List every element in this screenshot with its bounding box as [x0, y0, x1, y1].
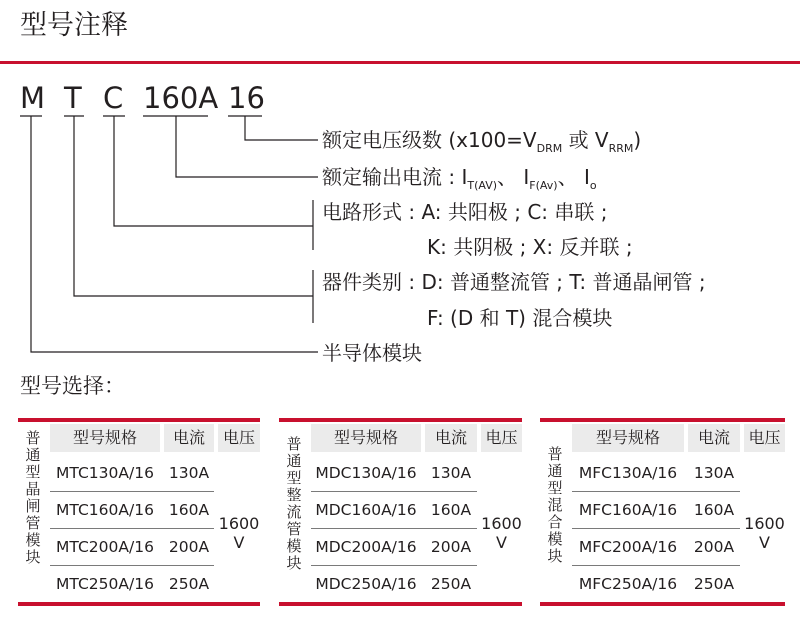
table-row-current: 130A: [168, 464, 210, 482]
annotation-current: 额定输出电流 : $I_{T(AV)}$、 $I_{F(Av)}$、 $I_o$: [322, 165, 597, 192]
code-part-voltage: 16: [228, 81, 265, 115]
table-bottom-bar: [540, 602, 785, 606]
row-separator: [50, 528, 214, 529]
table-row-model: MDC250A/16: [315, 575, 417, 593]
row-separator: [572, 565, 740, 566]
table-row-current: 160A: [430, 501, 472, 519]
voltage-cell: 1600 V: [481, 514, 522, 552]
code-part-current: 160A: [143, 81, 219, 115]
table-bottom-bar: [18, 602, 260, 606]
table-top-bar: [279, 418, 522, 422]
annotation-module: 半导体模块: [322, 341, 422, 365]
row-separator: [311, 528, 477, 529]
table-row-current: 200A: [430, 538, 472, 556]
table-row-current: 250A: [693, 575, 735, 593]
code-part-t: T: [64, 81, 82, 115]
annotation-voltage: 额定电压级数 ($x100=V_{DRM}$ 或 $V_{RRM}$): [322, 128, 642, 155]
row-separator: [572, 491, 740, 492]
header-voltage: 电压: [481, 424, 522, 452]
table-bottom-bar: [279, 602, 522, 606]
header-model: 型号规格: [311, 424, 421, 452]
selection-title: 型号选择：: [20, 374, 125, 398]
header-model: 型号规格: [572, 424, 684, 452]
header-voltage: 电压: [218, 424, 260, 452]
table-row-model: MTC130A/16: [56, 464, 154, 482]
table-row-model: MDC200A/16: [315, 538, 417, 556]
table-row-current: 250A: [168, 575, 210, 593]
annotation-device-line2: F: (D 和 T) 混合模块: [427, 306, 613, 330]
page-title: 型号注释: [20, 10, 128, 41]
table-top-bar: [540, 418, 785, 422]
table-row-current: 200A: [693, 538, 735, 556]
model-table-hybrid: [540, 418, 785, 606]
voltage-cell: 1600 V: [218, 514, 260, 552]
table-row-model: MFC250A/16: [578, 575, 678, 593]
table-row-current: 250A: [430, 575, 472, 593]
header-model: 型号规格: [50, 424, 160, 452]
annotation-device-line1: 器件类别 : D: 普通整流管 ; T: 普通晶闸管 ;: [322, 270, 706, 294]
row-separator: [50, 565, 214, 566]
table-side-label: 普 通 型 整 流 管 模 块: [286, 435, 302, 572]
table-row-model: MFC130A/16: [578, 464, 678, 482]
table-row-current: 130A: [693, 464, 735, 482]
annotation-circuit-line2: K: 共阴极 ; X: 反并联 ;: [427, 235, 633, 259]
table-row-model: MDC160A/16: [315, 501, 417, 519]
code-part-c: C: [103, 81, 124, 115]
table-row-model: MFC160A/16: [578, 501, 678, 519]
model-table-thyristor: [18, 418, 260, 606]
table-row-model: MTC160A/16: [56, 501, 154, 519]
header-current: 电流: [164, 424, 214, 452]
table-top-bar: [18, 418, 260, 422]
table-side-label: 普 通 型 混 合 模 块: [547, 445, 563, 565]
row-separator: [572, 528, 740, 529]
table-row-current: 160A: [168, 501, 210, 519]
table-row-model: MTC250A/16: [56, 575, 154, 593]
header-voltage: 电压: [744, 424, 785, 452]
row-separator: [311, 491, 477, 492]
model-table-rectifier: [279, 418, 522, 606]
table-side-label: 普 通 型 晶 闸 管 模 块: [25, 429, 41, 566]
voltage-cell: 1600 V: [744, 514, 785, 552]
table-row-current: 130A: [430, 464, 472, 482]
table-row-current: 160A: [693, 501, 735, 519]
header-current: 电流: [688, 424, 740, 452]
annotation-circuit-line1: 电路形式 : A: 共阳极 ; C: 串联 ;: [322, 200, 608, 224]
table-row-model: MTC200A/16: [56, 538, 154, 556]
code-part-m: M: [20, 81, 46, 115]
table-row-model: MFC200A/16: [578, 538, 678, 556]
row-separator: [50, 491, 214, 492]
table-row-current: 200A: [168, 538, 210, 556]
table-row-model: MDC130A/16: [315, 464, 417, 482]
row-separator: [311, 565, 477, 566]
header-current: 电流: [425, 424, 477, 452]
